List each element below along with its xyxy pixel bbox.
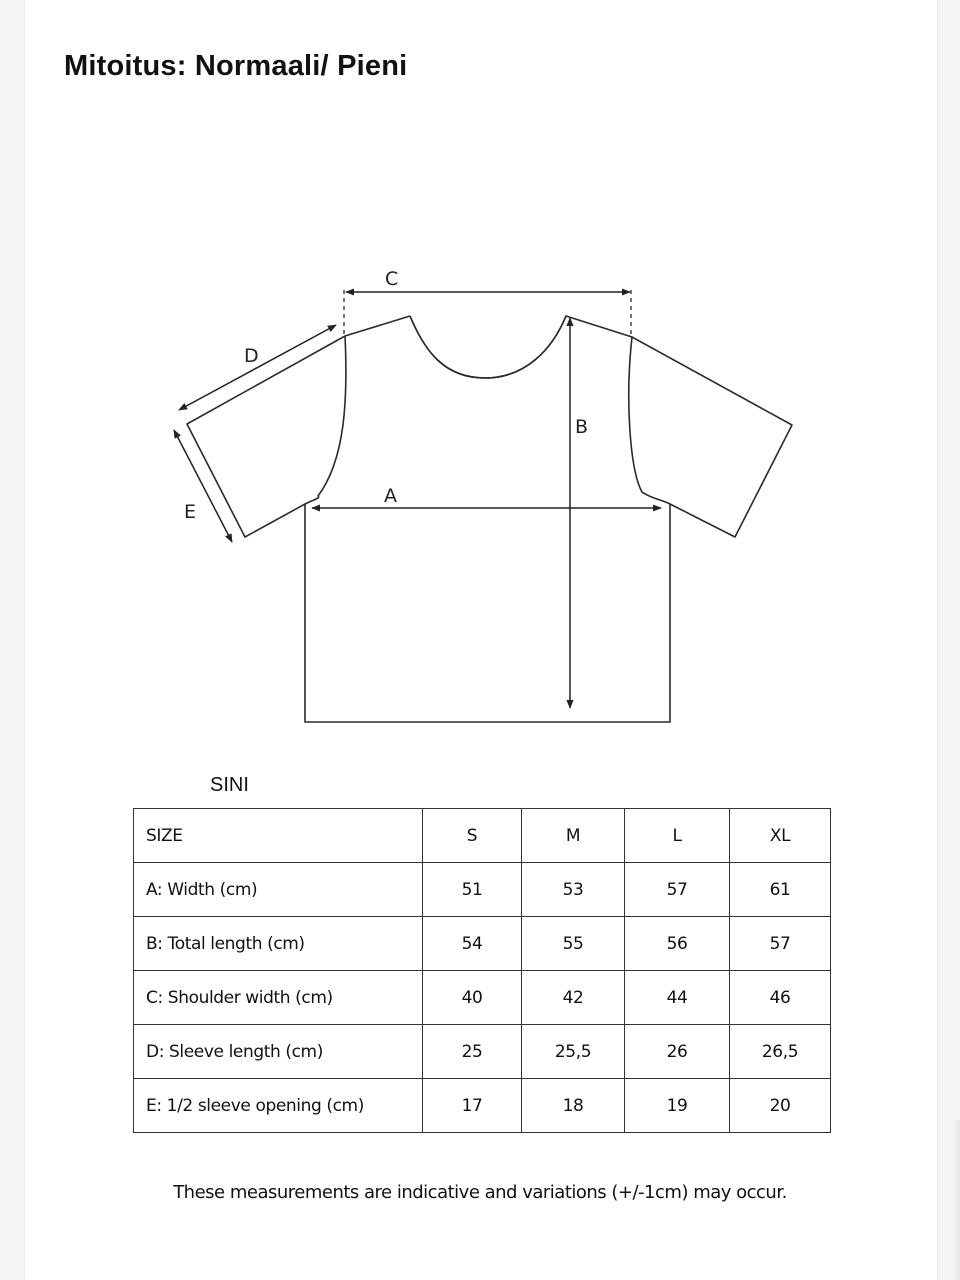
cell-value: 26 (625, 1025, 730, 1079)
page-title: Mitoitus: Normaali/ Pieni (64, 50, 408, 82)
cell-value: 55 (522, 917, 625, 971)
header-size-m: M (522, 809, 625, 863)
row-label: C: Shoulder width (cm) (134, 971, 423, 1025)
cell-value: 19 (625, 1079, 730, 1133)
cell-value: 20 (730, 1079, 831, 1133)
cell-value: 44 (625, 971, 730, 1025)
table-row (134, 971, 831, 1025)
shirt-outline (187, 316, 792, 722)
cell-value: 26,5 (730, 1025, 831, 1079)
scroll-edge[interactable] (952, 1120, 960, 1280)
row-label: B: Total length (cm) (134, 917, 423, 971)
table-row (134, 917, 831, 971)
cell-value: 57 (625, 863, 730, 917)
cell-value: 18 (522, 1079, 625, 1133)
label-c: C (385, 268, 399, 290)
cell-value: 57 (730, 917, 831, 971)
label-b: B (575, 416, 589, 438)
measure-d-arrow (179, 325, 336, 410)
table-row (134, 1079, 831, 1133)
cell-value: 42 (522, 971, 625, 1025)
row-label: E: 1/2 sleeve opening (cm) (134, 1079, 423, 1133)
footnote: These measurements are indicative and variations (+/-1cm) may occur. (173, 1182, 787, 1203)
cell-value: 40 (423, 971, 522, 1025)
label-e: E (184, 501, 197, 523)
neckline (410, 316, 566, 378)
label-d: D (244, 345, 259, 367)
cell-value: 25 (423, 1025, 522, 1079)
header-size: SIZE (134, 809, 423, 863)
cell-value: 25,5 (522, 1025, 625, 1079)
measure-e-arrow (174, 430, 232, 542)
cell-value: 61 (730, 863, 831, 917)
cell-value: 53 (522, 863, 625, 917)
cell-value: 56 (625, 917, 730, 971)
header-size-xl: XL (730, 809, 831, 863)
cell-value: 51 (423, 863, 522, 917)
table-caption: SINI (210, 774, 249, 796)
cell-value: 46 (730, 971, 831, 1025)
header-size-s: S (423, 809, 522, 863)
table-row (134, 863, 831, 917)
label-a: A (384, 485, 397, 507)
table-header-row (134, 809, 831, 863)
row-label: A: Width (cm) (134, 863, 423, 917)
table-row (134, 1025, 831, 1079)
cell-value: 17 (423, 1079, 522, 1133)
header-size-l: L (625, 809, 730, 863)
row-label: D: Sleeve length (cm) (134, 1025, 423, 1079)
size-table (133, 808, 831, 1133)
cell-value: 54 (423, 917, 522, 971)
